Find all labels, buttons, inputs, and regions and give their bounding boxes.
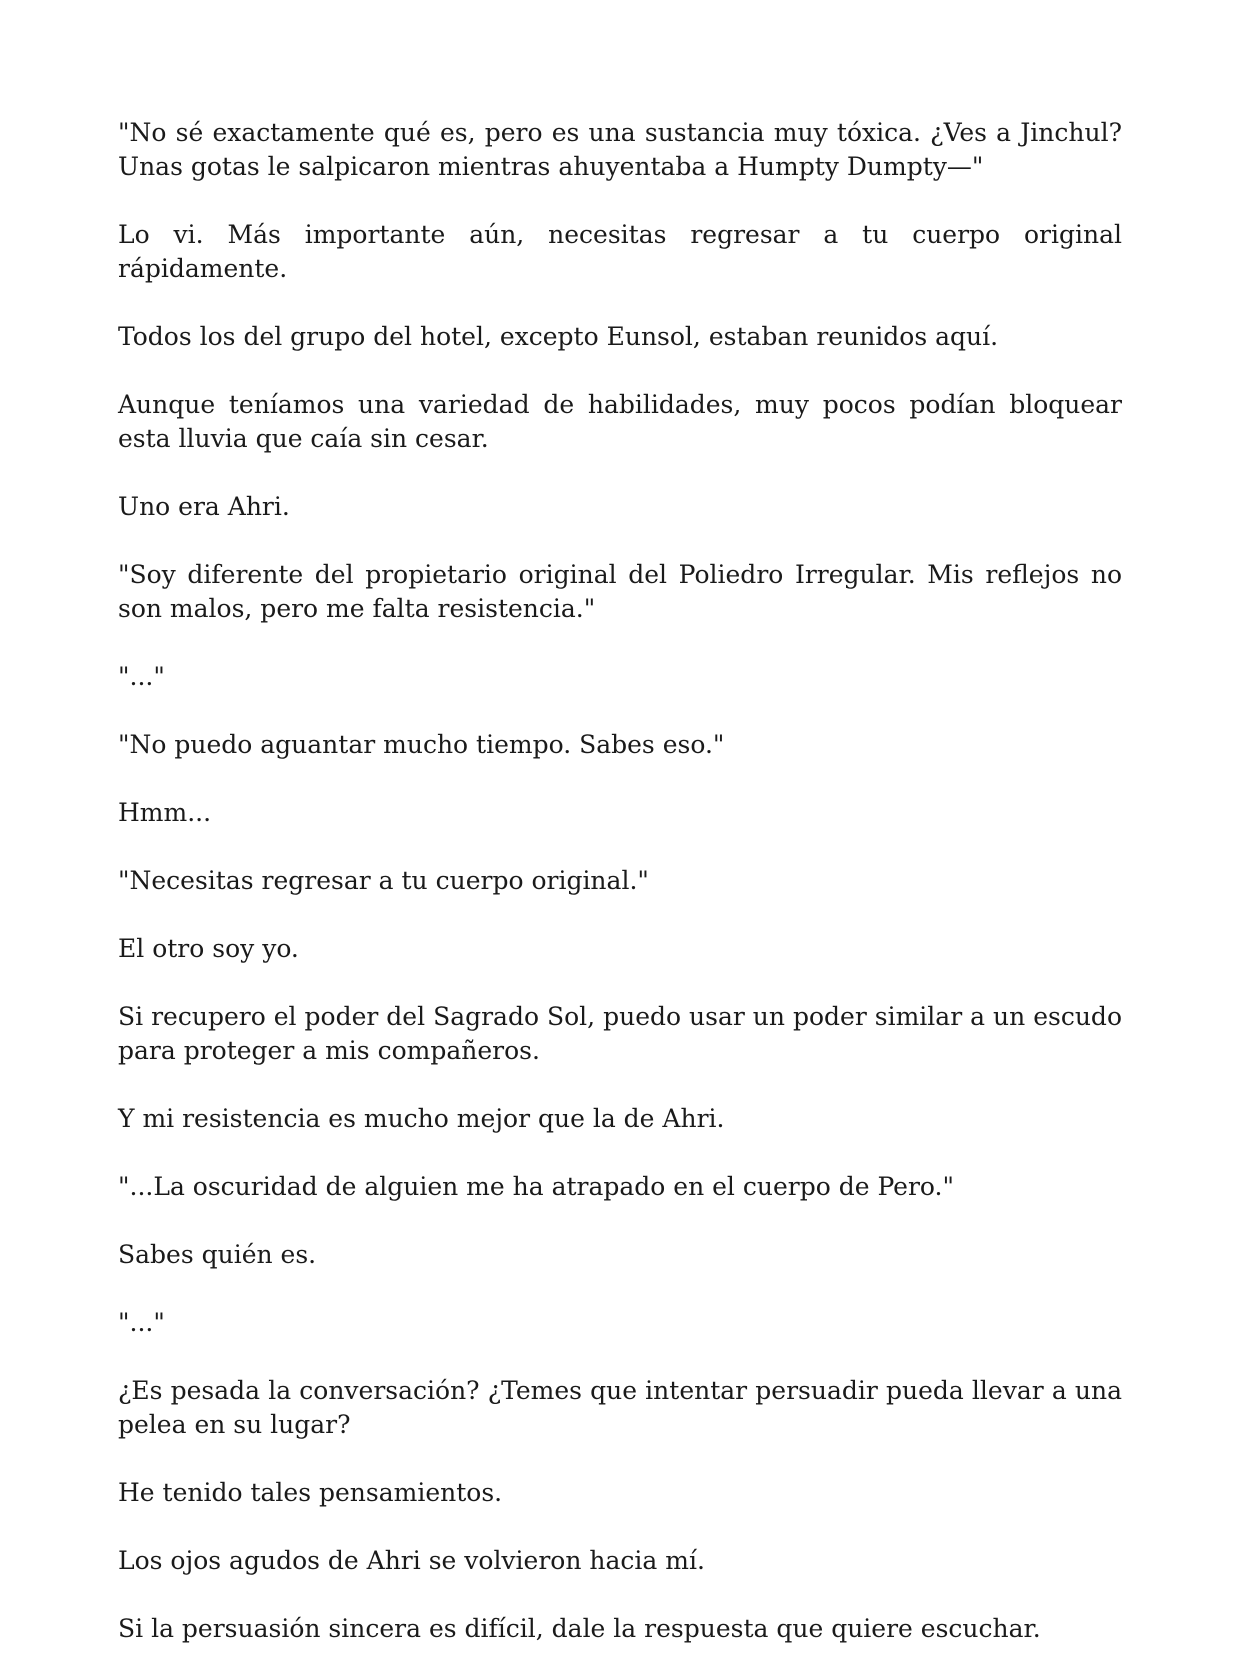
paragraph-9: Hmm... <box>118 798 212 827</box>
paragraph-11: El otro soy yo. <box>118 934 299 963</box>
paragraph-13: Y mi resistencia es mucho mejor que la de Ahri. <box>118 1104 725 1133</box>
paragraph-16: "..." <box>118 1308 165 1337</box>
paragraph-8: "No puedo aguantar mucho tiempo. Sabes eso." <box>118 730 725 759</box>
paragraph-2: Lo vi. Más importante aún, necesitas regresar a tu cuerpo original rápidamente. <box>118 220 1122 283</box>
paragraph-15: Sabes quién es. <box>118 1240 317 1269</box>
paragraph-6: "Soy diferente del propietario original del Poliedro Irregular. Mis reflejos no son malos, pero me falta resistencia." <box>118 560 1122 623</box>
paragraph-17: ¿Es pesada la conversación? ¿Temes que intentar persuadir pueda llevar a una pelea en su lugar? <box>118 1376 1122 1439</box>
text-body <box>118 116 1122 1680</box>
paragraph-18: He tenido tales pensamientos. <box>118 1478 503 1507</box>
paragraph-7: "..." <box>118 662 165 691</box>
paragraph-12: Si recupero el poder del Sagrado Sol, puedo usar un poder similar a un escudo para proteger a mis compañeros. <box>118 1002 1122 1065</box>
paragraph-1: "No sé exactamente qué es, pero es una sustancia muy tóxica. ¿Ves a Jinchul? Unas gotas le salpicaron mientras ahuyentaba a Humpty Dumpty—" <box>118 118 1122 181</box>
paragraph-19: Los ojos agudos de Ahri se volvieron hacia mí. <box>118 1546 705 1575</box>
paragraph-14: "...La oscuridad de alguien me ha atrapado en el cuerpo de Pero." <box>118 1172 954 1201</box>
paragraph-20: Si la persuasión sincera es difícil, dale la respuesta que quiere escuchar. <box>118 1614 1041 1643</box>
paragraph-5: Uno era Ahri. <box>118 492 290 521</box>
paragraph-3: Todos los del grupo del hotel, excepto Eunsol, estaban reunidos aquí. <box>118 322 999 351</box>
paragraph-4: Aunque teníamos una variedad de habilidades, muy pocos podían bloquear esta lluvia que caía sin cesar. <box>118 390 1122 453</box>
paragraph-10: "Necesitas regresar a tu cuerpo original." <box>118 866 649 895</box>
